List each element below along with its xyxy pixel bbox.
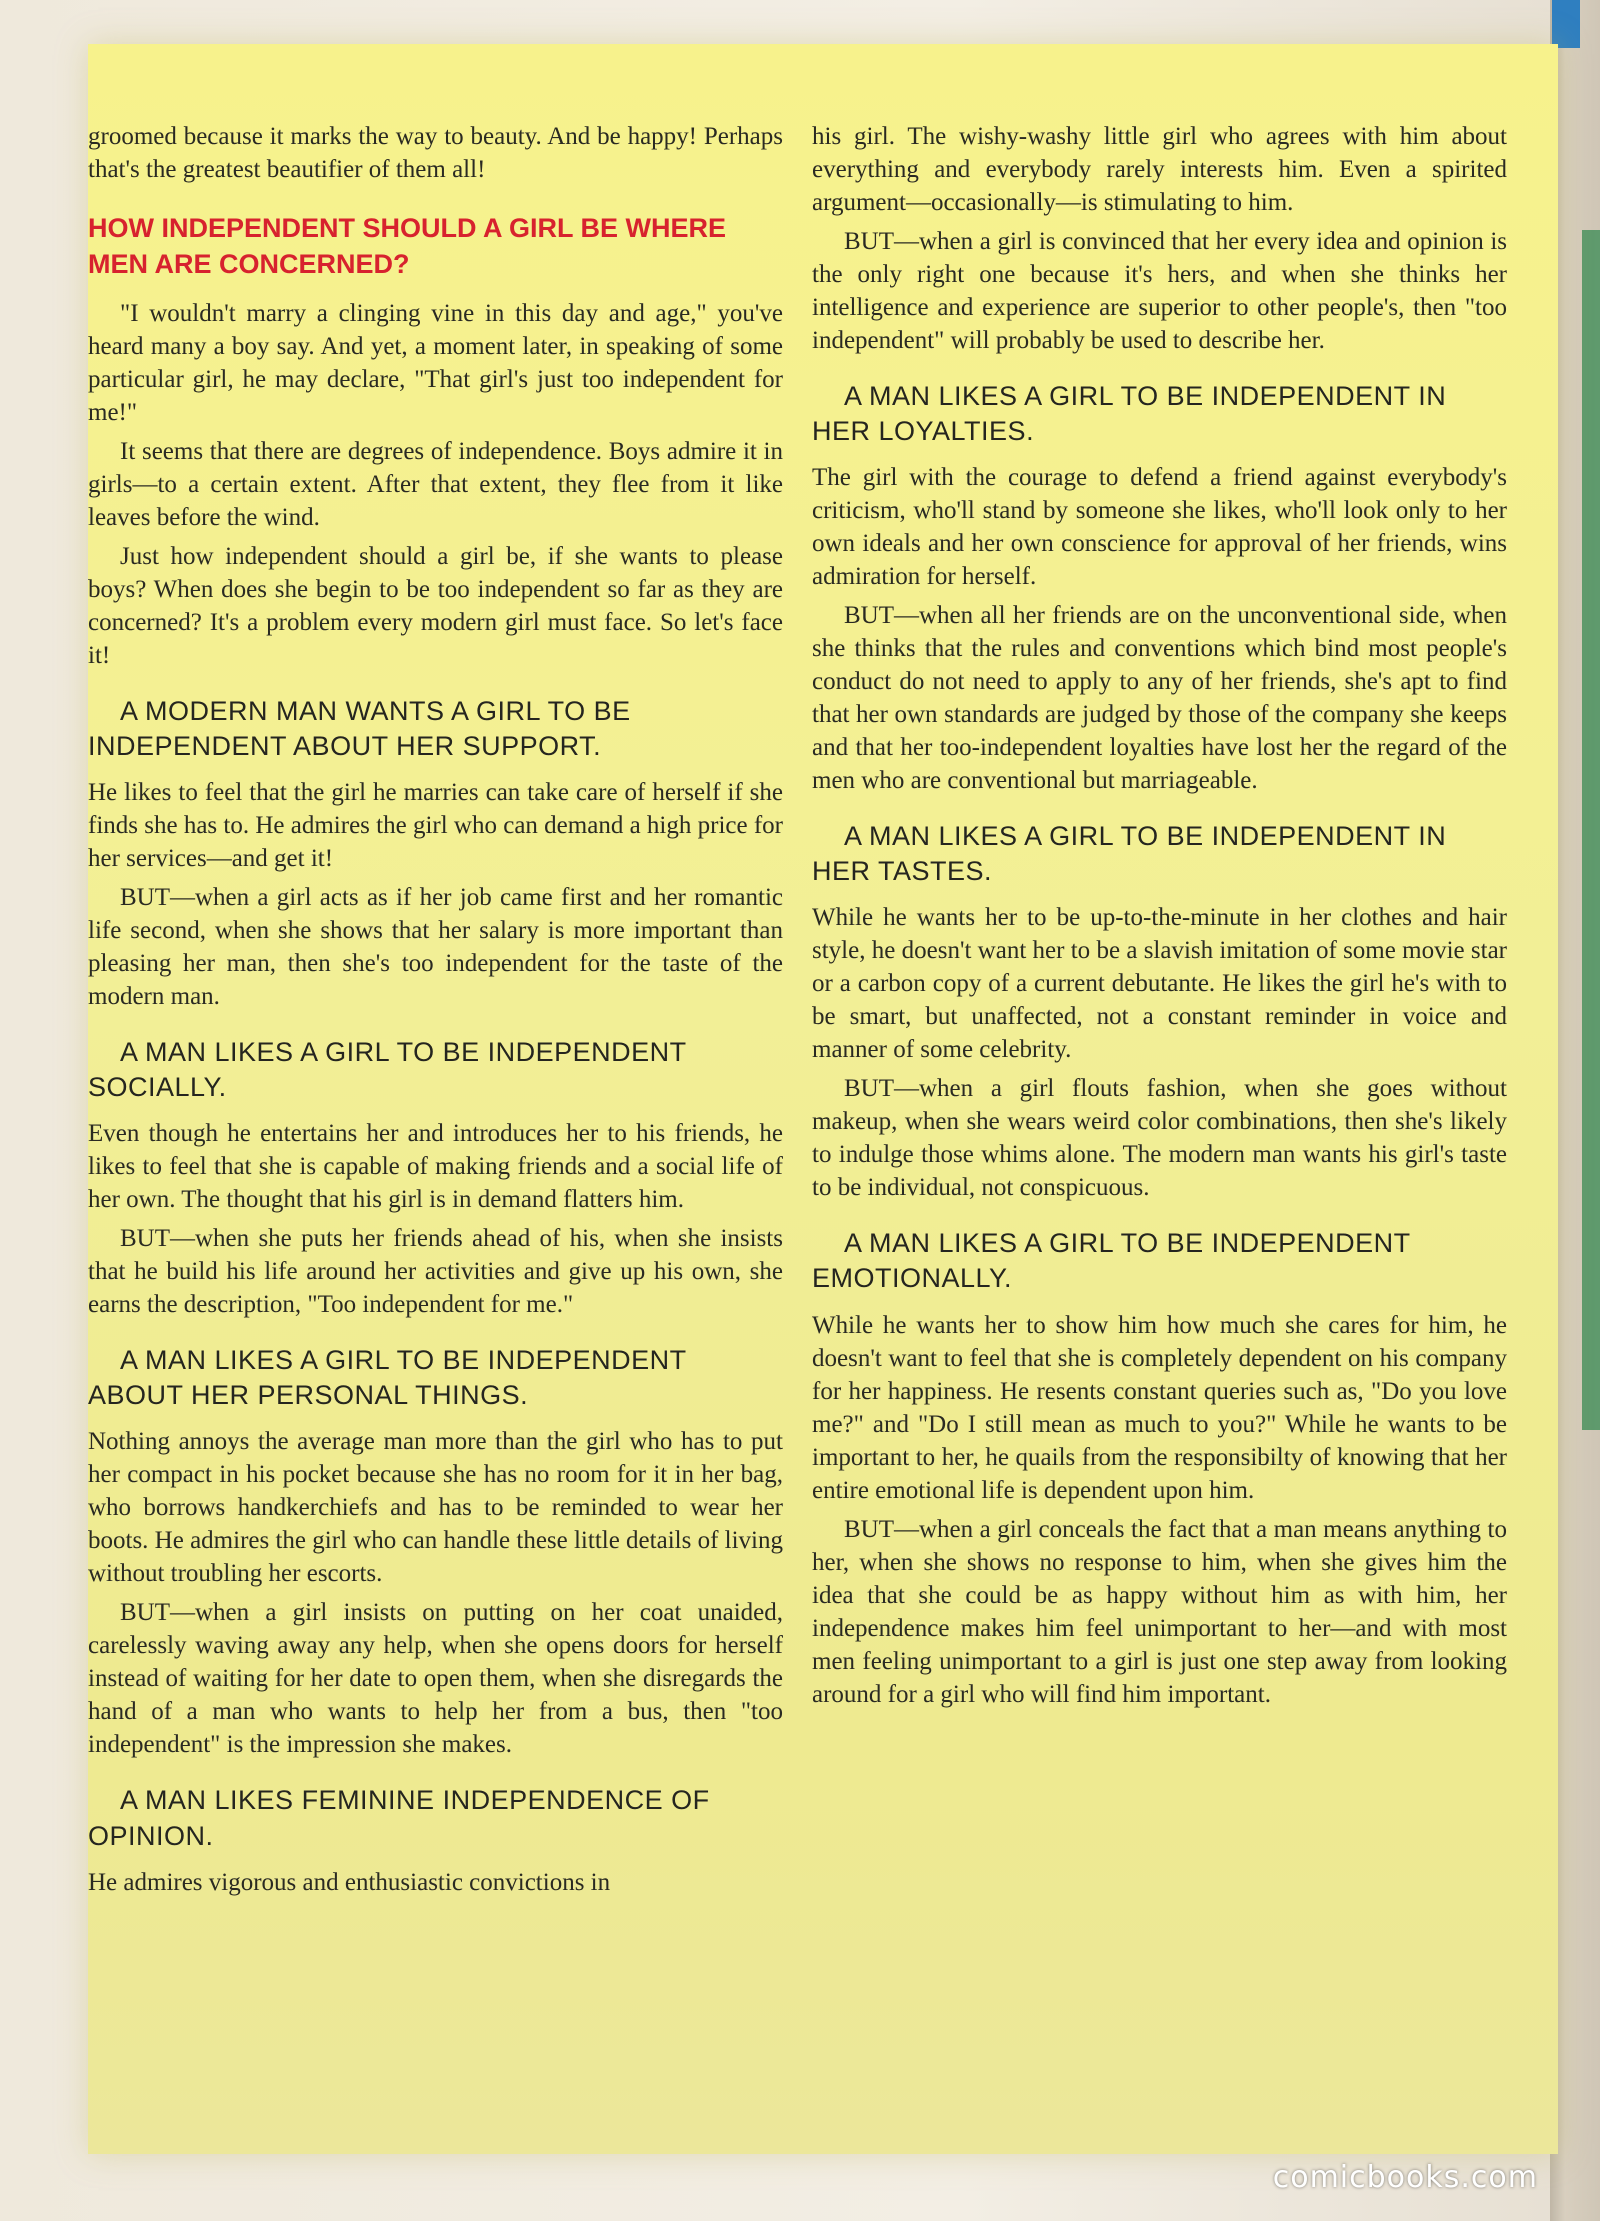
adjacent-page-green-strip <box>1582 230 1600 1430</box>
paragraph: BUT—when a girl conceals the fact that a man means anything to her, when she shows no response to him, when she gives him the idea that she could be as happy without him as with him, her independence makes him feel unimportant to her—and with most men feeling unimportant to a girl is just one step away from looking around for a girl who will find him important. <box>812 1515 1507 1708</box>
section-subheading: A MAN LIKES A GIRL TO BE INDEPENDENT SOCIALLY. <box>88 1037 687 1103</box>
paragraph: Just how independent should a girl be, if she wants to please boys? When does she begin to be too independent so far as they are concerned? It's a problem every modern girl must face. So let's face it! <box>88 542 783 669</box>
adjacent-page-blue-strip <box>1552 0 1580 48</box>
left-column <box>88 120 783 1905</box>
paragraph: BUT—when a girl flouts fashion, when she goes without makeup, when she wears weird color combinations, then she's likely to indulge those whims alone. The modern man wants his girl's taste to be individual, not conspicuous. <box>812 1075 1507 1202</box>
paragraph: He likes to feel that the girl he marries can take care of herself if she finds she has to. He admires the girl who can demand a high price for her services—and get it! <box>88 779 783 873</box>
section-subheading: A MAN LIKES FEMININE INDEPENDENCE OF OPINION. <box>88 1785 710 1851</box>
section-subheading: A MAN LIKES A GIRL TO BE INDEPENDENT EMOTIONALLY. <box>812 1228 1411 1294</box>
paragraph: While he wants her to show him how much she cares for him, he doesn't want to feel that she is completely dependent on his company for her happiness. He resents constant queries such as, "Do you love me?" and "Do I still mean as much to you?" While he wants to be important to her, he quails from the responsibilty of knowing that her entire emotional life is dependent upon him. <box>812 1311 1507 1504</box>
paragraph: The girl with the courage to defend a friend against everybody's criticism, who'll stand by someone she likes, who'll look only to her own ideals and her own conscience for approval of her friends, wins admiration for herself. <box>812 464 1507 591</box>
section-subheading: A MAN LIKES A GIRL TO BE INDEPENDENT IN HER TASTES. <box>812 821 1447 887</box>
paragraph: his girl. The wishy-washy little girl who agrees with him about everything and everybody rarely interests him. Even a spirited argument—occasionally—is stimulating to him. <box>812 123 1507 216</box>
paragraph: BUT—when a girl acts as if her job came first and her romantic life second, when she shows that her salary is more important than pleasing her man, then she's too independent for the taste of the modern man. <box>88 884 783 1011</box>
section-subheading: A MAN LIKES A GIRL TO BE INDEPENDENT IN HER LOYALTIES. <box>812 381 1447 447</box>
paragraph: BUT—when she puts her friends ahead of his, when she insists that he build his life around her activities and give up his own, she earns the description, "Too independent for me." <box>88 1225 783 1319</box>
right-column <box>812 120 1507 1717</box>
paragraph: BUT—when all her friends are on the unconventional side, when she thinks that the rules and conventions which bind most people's conduct do not need to apply to any of her friends, she's apt to find that her own standards are judged by those of the company she keeps and that her too-independent loyalties have lost her the regard of the men who are conventional but marriageable. <box>812 602 1507 795</box>
paragraph: Nothing annoys the average man more than the girl who has to put her compact in his pocket because she has no room for it in her bag, who borrows handkerchiefs and has to be reminded to wear her boots. He admires the girl who can handle these little details of living without troubling her escorts. <box>88 1428 783 1588</box>
paragraph: groomed because it marks the way to beauty. And be happy! Perhaps that's the greatest beautifier of them all! <box>88 123 783 183</box>
section-subheading: A MODERN MAN WANTS A GIRL TO BE INDEPENDENT ABOUT HER SUPPORT. <box>88 695 631 761</box>
source-watermark: comicbooks.com <box>1272 2160 1538 2195</box>
paragraph: Even though he entertains her and introduces her to his friends, he likes to feel that she is capable of making friends and a social life of her own. The thought that his girl is in demand flatters him. <box>88 1120 783 1214</box>
paragraph: While he wants her to be up-to-the-minute in her clothes and hair style, he doesn't want her to be a slavish imitation of some movie star or a carbon copy of a current debutante. He likes the girl he's with to be smart, but unaffected, not a constant reminder in voice and manner of some celebrity. <box>812 904 1507 1064</box>
section-subheading: A MAN LIKES A GIRL TO BE INDEPENDENT ABOUT HER PERSONAL THINGS. <box>88 1345 687 1411</box>
paragraph: BUT—when a girl is convinced that her every idea and opinion is the only right one because it's hers, and when she thinks her intelligence and experience are superior to other people's, then "too independent" will probably be used to describe her. <box>812 228 1507 354</box>
paragraph: "I wouldn't marry a clinging vine in this day and age," you've heard many a boy say. And yet, a moment later, in speaking of some particular girl, he may declare, "That girl's just too independent for me!" <box>88 299 783 426</box>
paragraph: It seems that there are degrees of independence. Boys admire it in girls—to a certain extent. After that extent, they flee from it like leaves before the wind. <box>88 437 783 531</box>
paragraph: BUT—when a girl insists on putting on her coat unaided, carelessly waving away any help, when she opens doors for herself instead of waiting for her date to open them, when she disregards the hand of a man who wants to help her from a bus, then "too independent" is the impression she makes. <box>88 1599 783 1759</box>
article-heading: HOW INDEPENDENT SHOULD A GIRL BE WHERE MEN ARE CONCERNED? <box>88 213 727 280</box>
paragraph: He admires vigorous and enthusiastic convictions in <box>88 1868 611 1896</box>
